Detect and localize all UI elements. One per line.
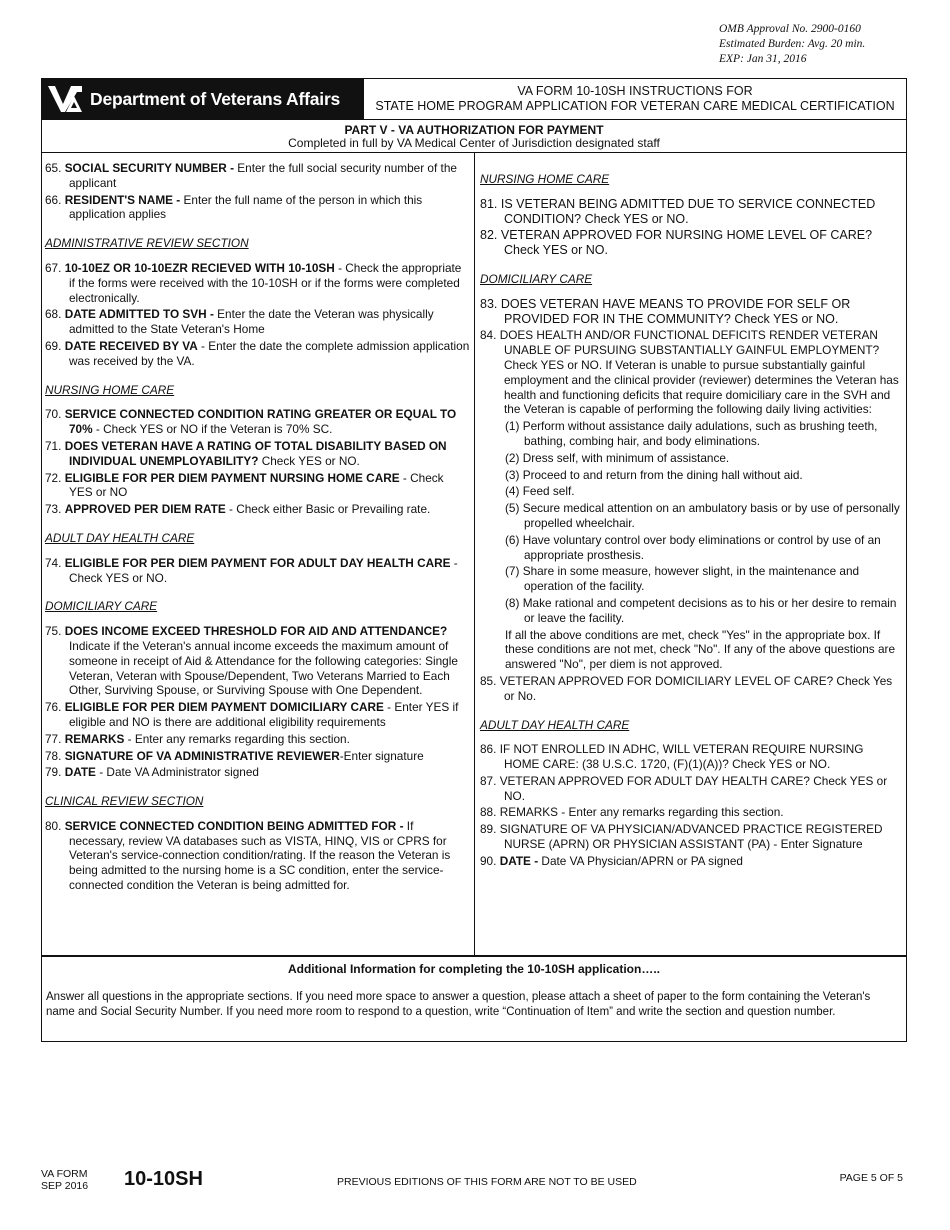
footer-page-number: PAGE 5 OF 5 xyxy=(839,1172,903,1184)
additional-info-box xyxy=(41,956,907,1042)
part-subtitle: Completed in full by VA Medical Center of Jurisdiction designated staff xyxy=(288,136,660,150)
item-84: 84. DOES HEALTH AND/OR FUNCTIONAL DEFICITS RENDER VETERAN UNABLE OF PURSUING SUBSTANTIALLY GAINFUL EMPLOYMENT? Check YES or NO. If Veteran is unable to pursue substantially gainful employment and the clinical provider (reviewer) determines the Veteran has health and functioning deficits that require domiciliary care in the SVH and the Veteran is capable of performing the following daily living activities: xyxy=(480,328,899,417)
form-header xyxy=(41,78,907,120)
item-68: 68. DATE ADMITTED TO SVH - Enter the date the Veteran was physically admitted to the State Veteran's Home xyxy=(45,307,434,337)
section-administrative-review: ADMINISTRATIVE REVIEW SECTION xyxy=(45,236,249,251)
item-84-sub-8: (8) Make rational and competent decisions as to his or her desire to remain or leave the facility. xyxy=(505,595,897,625)
item-90: 90. DATE - Date VA Physician/APRN or PA signed xyxy=(480,853,743,868)
section-clinical-review: CLINICAL REVIEW SECTION xyxy=(45,794,204,809)
item-75: 75. DOES INCOME EXCEED THRESHOLD FOR AID AND ATTENDANCE? Indicate if the Veteran's annual income exceeds the maximum amount of someone in receipt of Aid & Attendance for the following categories: Single Veteran, Veteran with Spouse/Dependent, Two Veterans Married to Each Other, Surviving Spouse, or Surviving Spouse with One Dependent. xyxy=(45,624,458,698)
item-84-sub-3: (3) Proceed to and return from the dining hall without aid. xyxy=(505,467,803,482)
omb-expiration: EXP: Jan 31, 2016 xyxy=(719,53,807,65)
item-77: 77. REMARKS - Enter any remarks regarding this section. xyxy=(45,731,350,746)
item-72: 72. ELIGIBLE FOR PER DIEM PAYMENT NURSING HOME CARE - Check YES or NO xyxy=(45,470,444,500)
org-name: Department of Veterans Affairs xyxy=(90,88,341,109)
item-87: 87. VETERAN APPROVED FOR ADULT DAY HEALTH CARE? Check YES or NO. xyxy=(480,773,888,803)
item-71: 71. DOES VETERAN HAVE A RATING OF TOTAL DISABILITY BASED ON INDIVIDUAL UNEMPLOYABILITY? Check YES or NO. xyxy=(45,438,447,468)
additional-info-body: Answer all questions in the appropriate sections. If you need more space to answer a question, please attach a sheet of paper to the form containing the Veteran's name and Social Security Number. If you need more room to respond to a question, write “Continuation of Item” and write the section and question number. xyxy=(46,991,871,1018)
item-73: 73. APPROVED PER DIEM RATE - Check either Basic or Prevailing rate. xyxy=(45,502,431,517)
section-adult-day-health-care-right: ADULT DAY HEALTH CARE xyxy=(480,717,630,732)
item-81: 81. IS VETERAN BEING ADMITTED DUE TO SERVICE CONNECTED CONDITION? Check YES or NO. xyxy=(480,196,876,226)
item-80: 80. SERVICE CONNECTED CONDITION BEING ADMITTED FOR - If necessary, review VA databases such as VISTA, HINQ, VIS or CPRS for Veteran's service-connection condition/rating. If the reason the Veteran is being admitted to the nursing home is a SC condition, enter the service-connected condition the Veteran is being admitted for. xyxy=(45,818,451,893)
left-column xyxy=(42,153,475,955)
footer-form-number: 10-10SH xyxy=(124,1168,203,1190)
item-66: 66. RESIDENT'S NAME - Enter the full name of the person in which this application applies xyxy=(45,192,423,222)
item-78: 78. SIGNATURE OF VA ADMINISTRATIVE REVIEWER-Enter signature xyxy=(45,748,424,763)
section-adult-day-health-care-left: ADULT DAY HEALTH CARE xyxy=(45,530,195,545)
form-title-line1: VA FORM 10-10SH INSTRUCTIONS FOR xyxy=(517,84,753,98)
item-89: 89. SIGNATURE OF VA PHYSICIAN/ADVANCED PRACTICE REGISTERED NURSE (APRN) OR PHYSICIAN ASSISTANT (PA) - Enter Signature xyxy=(480,822,883,852)
form-title-line2: STATE HOME PROGRAM APPLICATION FOR VETERAN CARE MEDICAL CERTIFICATION xyxy=(375,99,895,113)
item-82: 82. VETERAN APPROVED FOR NURSING HOME LEVEL OF CARE? Check YES or NO. xyxy=(480,228,873,258)
item-84-sub-7: (7) Share in some measure, however slight, in the maintenance and operation of the facility. xyxy=(505,564,860,594)
omb-burden: Estimated Burden: Avg. 20 min. xyxy=(719,38,866,50)
form-title xyxy=(364,79,906,119)
part-heading xyxy=(41,120,907,153)
va-seal-icon xyxy=(46,84,84,114)
item-84-sub-5: (5) Secure medical attention on an ambulatory basis or by use of personally propelled wheelchair. xyxy=(505,501,900,530)
omb-approval-block xyxy=(719,22,865,67)
item-83: 83. DOES VETERAN HAVE MEANS TO PROVIDE FOR SELF OR PROVIDED FOR IN THE COMMUNITY? Check YES or NO. xyxy=(480,296,851,326)
footer-date: SEP 2016 xyxy=(41,1180,89,1192)
item-84-sub-2: (2) Dress self, with minimum of assistance. xyxy=(505,450,730,465)
item-84-sub-4: (4) Feed self. xyxy=(505,484,575,499)
right-column xyxy=(475,153,906,955)
item-86: 86. IF NOT ENROLLED IN ADHC, WILL VETERAN REQUIRE NURSING HOME CARE: (38 U.S.C. 1720, (F)(1)(A))? Check YES or NO. xyxy=(480,742,864,772)
part-title: PART V - VA AUTHORIZATION FOR PAYMENT xyxy=(344,123,604,137)
item-74: 74. ELIGIBLE FOR PER DIEM PAYMENT FOR ADULT DAY HEALTH CARE - Check YES or NO. xyxy=(45,555,458,585)
footer-previous-editions: PREVIOUS EDITIONS OF THIS FORM ARE NOT TO BE USED xyxy=(337,1176,637,1188)
item-65: 65. SOCIAL SECURITY NUMBER - Enter the full social security number of the applicant xyxy=(45,161,457,190)
item-88: 88. REMARKS - Enter any remarks regarding this section. xyxy=(480,805,784,820)
va-logo xyxy=(42,79,364,119)
section-nursing-home-care-right: NURSING HOME CARE xyxy=(480,172,610,186)
item-76: 76. ELIGIBLE FOR PER DIEM PAYMENT DOMICILIARY CARE - Enter YES if eligible and NO is there are additional eligibility requirements xyxy=(45,700,459,729)
page-footer xyxy=(41,1168,907,1198)
additional-info-title: Additional Information for completing the 10-10SH application….. xyxy=(287,962,661,976)
footer-form-label xyxy=(41,1168,88,1192)
section-domiciliary-care-right: DOMICILIARY CARE xyxy=(480,271,593,286)
item-67: 67. 10-10EZ OR 10-10EZR RECIEVED WITH 10-10SH - Check the appropriate if the forms were received with the 10-10SH or if the forms were completed electronically. xyxy=(45,260,462,305)
item-84-sub-1: (1) Perform without assistance daily adulations, such as brushing teeth, bathing, combing hair, and body eliminations. xyxy=(505,419,878,448)
omb-approval-number: OMB Approval No. 2900-0160 xyxy=(719,23,861,35)
item-70: 70. SERVICE CONNECTED CONDITION RATING GREATER OR EQUAL TO 70% - Check YES or NO if the Veteran is 70% SC. xyxy=(45,407,457,437)
item-85: 85. VETERAN APPROVED FOR DOMICILIARY LEVEL OF CARE? Check Yes or No. xyxy=(480,673,893,703)
item-84-note: If all the above conditions are met, check "Yes" in the appropriate box. If these conditions are not met, check "No". If any of the above questions are answered "No", per diem is not approved. xyxy=(505,627,896,672)
footer-va-form: VA FORM xyxy=(41,1168,88,1180)
form-frame xyxy=(41,78,907,1042)
section-domiciliary-care-left: DOMICILIARY CARE xyxy=(45,599,158,614)
item-84-sub-6: (6) Have voluntary control over body eliminations or control by use of an appropriate prosthesis. xyxy=(505,532,881,562)
instruction-columns xyxy=(41,153,907,956)
section-nursing-home-care-left: NURSING HOME CARE xyxy=(45,382,175,397)
item-79: 79. DATE - Date VA Administrator signed xyxy=(45,765,259,780)
item-69: 69. DATE RECEIVED BY VA - Enter the date the complete admission application was received by the VA. xyxy=(45,338,470,368)
